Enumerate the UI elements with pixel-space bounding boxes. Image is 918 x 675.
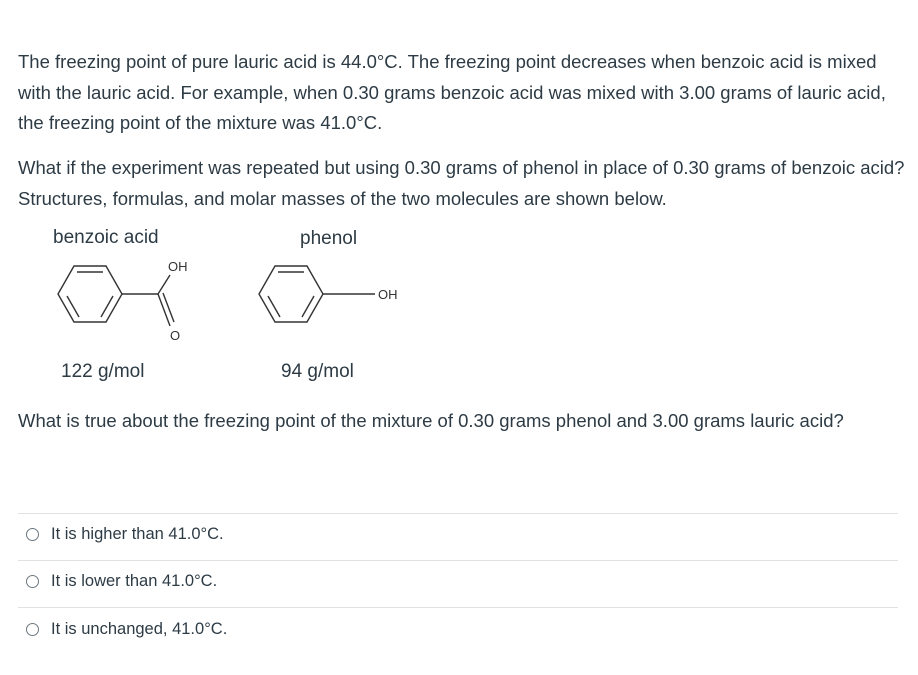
radio-button[interactable] (26, 528, 39, 541)
radio-button[interactable] (26, 623, 39, 636)
question-paragraph-prompt: What is true about the freezing point of the mixture of 0.30 grams phenol and 3.00 grams lauric acid? (18, 410, 844, 431)
benzoic-o-label: O (170, 328, 181, 343)
answer-option-higher[interactable] (26, 525, 224, 544)
benzoic-acid-molar-mass: 122 g/mol (61, 361, 145, 382)
phenol-molar-mass: 94 g/mol (281, 361, 354, 382)
benzoic-oh-label: OH (168, 259, 188, 274)
question-paragraph-scenario: What if the experiment was repeated but using 0.30 grams of phenol in place of 0.30 grams of benzoic acid? Structures, formulas, and molar masses of the two molecules are shown below. (18, 157, 905, 209)
option-label: It is higher than 41.0°C. (51, 525, 224, 543)
option-divider (18, 560, 898, 561)
radio-button[interactable] (26, 575, 39, 588)
phenol-label: phenol (300, 228, 358, 249)
option-label: It is unchanged, 41.0°C. (51, 620, 228, 638)
option-label: It is lower than 41.0°C. (51, 572, 218, 590)
option-divider (18, 513, 898, 514)
question-paragraph-intro: The freezing point of pure lauric acid is 44.0°C. The freezing point decreases when benzoic acid is mixed with the lauric acid. For example, when 0.30 grams benzoic acid was mixed with 3.00 grams of lauric acid, the freezing point of the mixture was 41.0°C. (18, 51, 886, 133)
option-divider (18, 607, 898, 608)
phenol-oh-label: OH (378, 287, 398, 302)
answer-option-lower[interactable] (26, 572, 217, 591)
phenol-ring (259, 266, 323, 322)
phenol-structure (245, 258, 425, 348)
benzoic-acid-label: benzoic acid (53, 227, 159, 248)
benzoic-acid-structure (20, 250, 200, 350)
benzoic-ring (58, 266, 122, 322)
answer-option-unchanged[interactable] (26, 620, 227, 639)
